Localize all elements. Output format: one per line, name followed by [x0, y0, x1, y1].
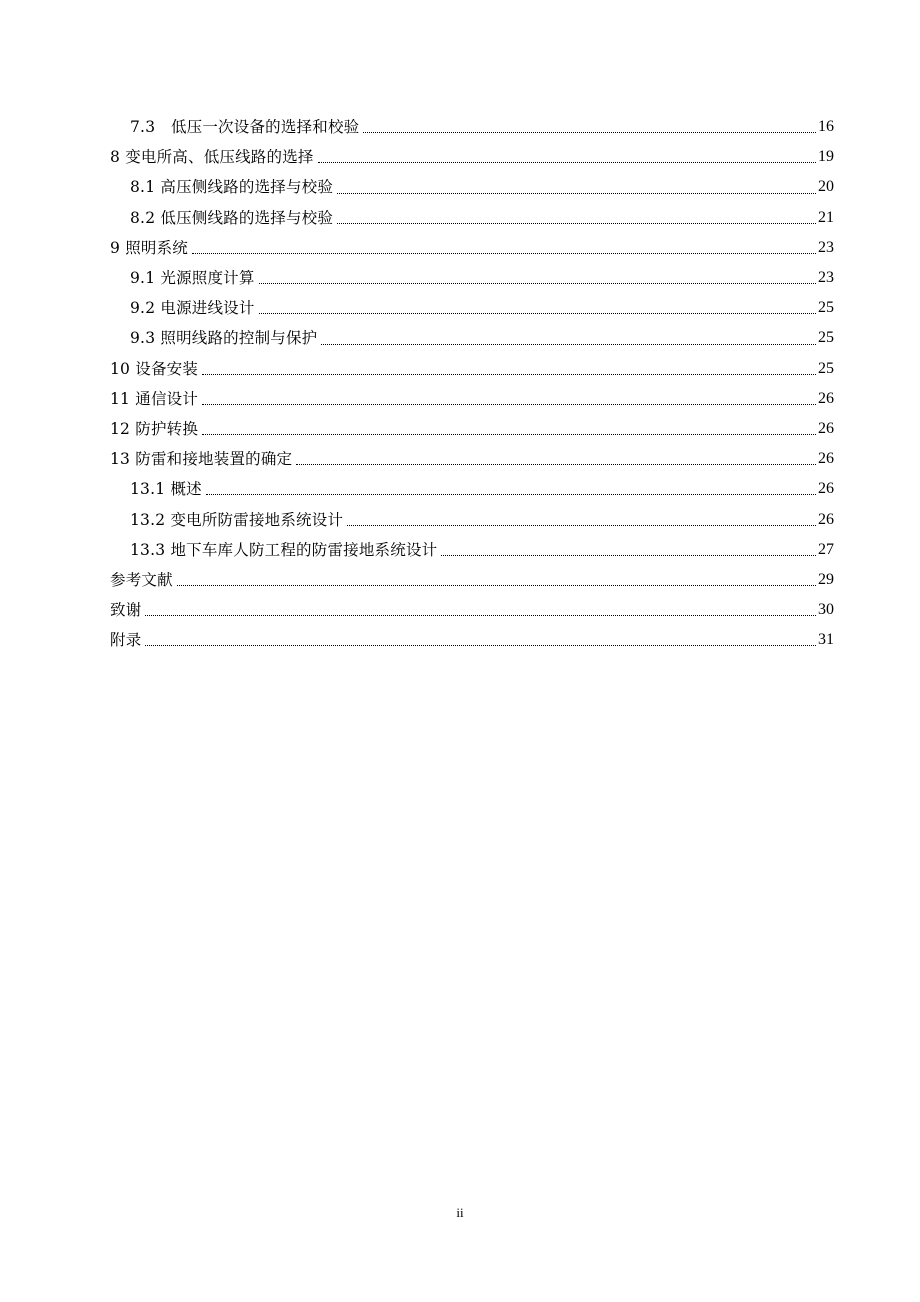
toc-entry-title: 9.3 照明线路的控制与保护: [130, 323, 321, 353]
toc-entry[interactable]: [110, 172, 834, 202]
toc-dot-leader: [192, 233, 816, 263]
toc-entry-page-number: 26: [818, 419, 834, 437]
toc-dot-leader: [202, 354, 816, 384]
toc-dot-leader: [363, 112, 816, 142]
toc-dot-leader: [337, 172, 816, 202]
toc-entry-title: 13.2 变电所防雷接地系统设计: [130, 505, 347, 535]
toc-entry-page-number: 20: [818, 178, 834, 196]
toc-entry-page-number: 30: [818, 601, 834, 619]
toc-dot-leader: [296, 444, 816, 474]
toc-dot-leader: [202, 414, 816, 444]
toc-entry-title: 附录: [110, 625, 145, 655]
toc-dot-leader: [145, 625, 816, 655]
toc-entry-page-number: 16: [818, 118, 834, 136]
toc-entry[interactable]: [110, 293, 834, 323]
toc-entry-title: 致谢: [110, 595, 145, 625]
toc-entry-page-number: 26: [818, 450, 834, 468]
toc-entry-title: 13 防雷和接地装置的确定: [110, 444, 296, 474]
toc-entry-page-number: 26: [818, 480, 834, 498]
toc-entry-title: 13.1 概述: [130, 474, 206, 504]
toc-entry-page-number: 21: [818, 208, 834, 226]
toc-entry-page-number: 19: [818, 148, 834, 166]
toc-dot-leader: [337, 203, 816, 233]
toc-entry-title: 12 防护转换: [110, 414, 202, 444]
toc-dot-leader: [318, 142, 816, 172]
toc-entry-page-number: 25: [818, 299, 834, 317]
toc-dot-leader: [259, 293, 816, 323]
toc-entry-page-number: 23: [818, 269, 834, 287]
table-of-contents: [110, 112, 834, 655]
toc-entry[interactable]: [110, 444, 834, 474]
toc-entry[interactable]: [110, 233, 834, 263]
toc-entry[interactable]: [110, 323, 834, 353]
toc-entry-title: 参考文献: [110, 565, 177, 595]
toc-entry-page-number: 25: [818, 329, 834, 347]
toc-entry-page-number: 25: [818, 359, 834, 377]
toc-entry-page-number: 26: [818, 510, 834, 528]
toc-entry-page-number: 27: [818, 540, 834, 558]
toc-entry[interactable]: [110, 354, 834, 384]
toc-entry[interactable]: [110, 112, 834, 142]
toc-entry[interactable]: [110, 142, 834, 172]
toc-entry-title: 8.2 低压侧线路的选择与校验: [130, 203, 337, 233]
toc-entry-title: 9.2 电源进线设计: [130, 293, 259, 323]
toc-dot-leader: [206, 474, 816, 504]
toc-entry[interactable]: [110, 263, 834, 293]
toc-entry-title: 13.3 地下车库人防工程的防雷接地系统设计: [130, 535, 441, 565]
toc-entry-title: 9 照明系统: [110, 233, 192, 263]
toc-entry[interactable]: [110, 565, 834, 595]
toc-entry-title: 8 变电所高、低压线路的选择: [110, 142, 318, 172]
toc-dot-leader: [177, 565, 816, 595]
page-number: ii: [456, 1205, 464, 1220]
toc-entry-title: 11 通信设计: [110, 384, 202, 414]
toc-entry[interactable]: [110, 504, 834, 534]
toc-entry-title: 7.3 低压一次设备的选择和校验: [130, 112, 363, 142]
toc-dot-leader: [441, 535, 816, 565]
toc-dot-leader: [321, 323, 816, 353]
toc-entry[interactable]: [110, 595, 834, 625]
toc-dot-leader: [259, 263, 816, 293]
toc-entry-title: 8.1 高压侧线路的选择与校验: [130, 172, 337, 202]
toc-entry[interactable]: [110, 203, 834, 233]
toc-entry[interactable]: [110, 414, 834, 444]
toc-dot-leader: [145, 595, 816, 625]
toc-dot-leader: [347, 504, 816, 534]
toc-dot-leader: [202, 384, 816, 414]
toc-entry[interactable]: [110, 625, 834, 655]
toc-entry-page-number: 29: [818, 570, 834, 588]
toc-entry-title: 10 设备安装: [110, 354, 202, 384]
toc-entry[interactable]: [110, 535, 834, 565]
toc-entry[interactable]: [110, 384, 834, 414]
toc-entry-page-number: 26: [818, 389, 834, 407]
toc-entry-title: 9.1 光源照度计算: [130, 263, 259, 293]
toc-entry-page-number: 23: [818, 238, 834, 256]
toc-entry-page-number: 31: [818, 631, 834, 649]
toc-entry[interactable]: [110, 474, 834, 504]
